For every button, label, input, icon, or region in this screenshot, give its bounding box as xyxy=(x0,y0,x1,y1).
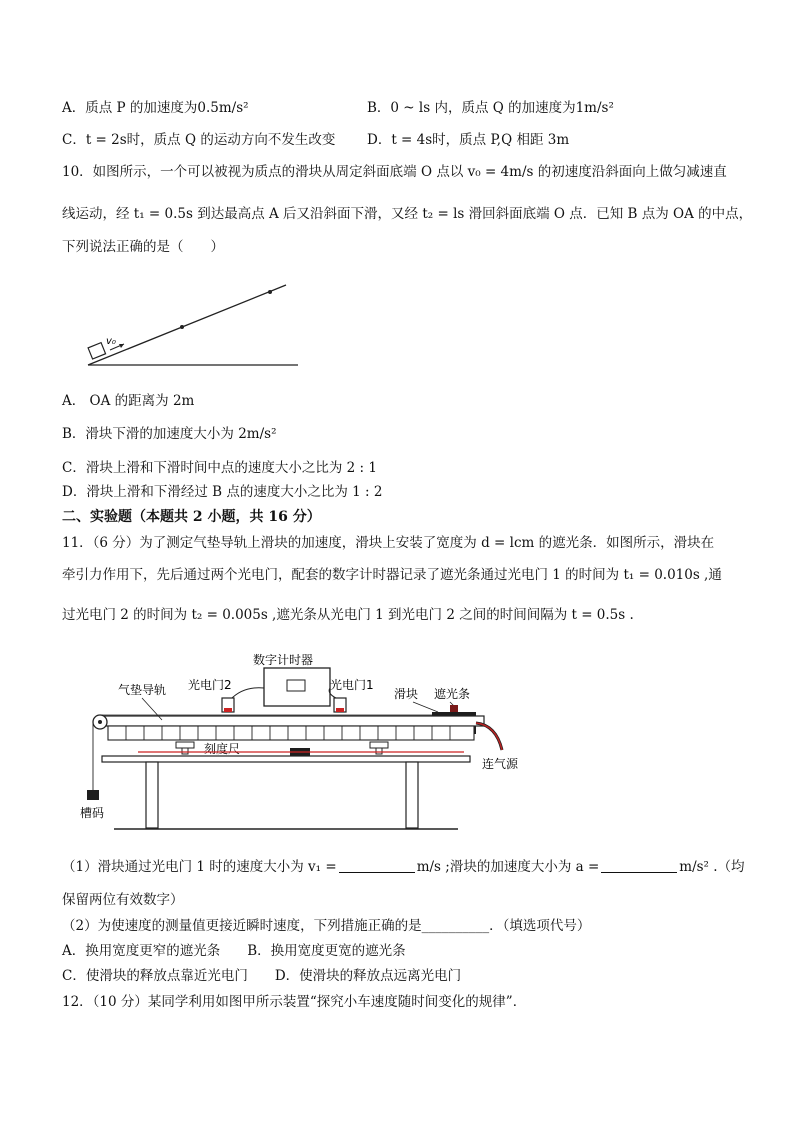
air-track-diagram xyxy=(78,650,538,835)
incline-line xyxy=(88,285,286,365)
q11-stem-line2: 牵引力作用下，先后通过两个光电门，配套的数字计时器记录了遮光条通过光电门 1 的时间为 t₁ = 0.010s ,通 xyxy=(62,567,722,583)
q10-option-d: D．滑块上滑和下滑经过 B 点的速度大小之比为 1 : 2 xyxy=(62,484,383,500)
slider-block xyxy=(88,343,105,359)
label-slider: 滑块 xyxy=(394,687,419,701)
q11-stem-line1: 11．（6 分）为了测定气垫导轨上滑块的加速度，滑块上安装了宽度为 d = lcm 的遮光条．如图所示，滑块在 xyxy=(62,535,715,551)
air-track xyxy=(104,716,484,726)
q10-stem-line2: 线运动，经 t₁ = 0.5s 到达最高点 A 后又沿斜面下滑，又经 t₂ = ls 滑回斜面底端 O 点．已知 B 点为 OA 的中点， xyxy=(62,206,753,222)
label-weight: 槽码 xyxy=(80,806,105,820)
q11-part1-text-c: m/s² .（均 xyxy=(679,859,745,875)
q11-part1-text-a: （1）滑块通过光电门 1 时的速度大小为 v₁ = xyxy=(62,859,337,875)
hanging-weight xyxy=(87,790,99,800)
q11-part1 xyxy=(62,858,745,876)
label-gate1: 光电门1 xyxy=(330,678,374,692)
incline-diagram xyxy=(78,282,308,382)
q11-options-ab: A．换用宽度更窄的遮光条 B．换用宽度更宽的遮光条 xyxy=(62,943,406,959)
label-timer: 数字计时器 xyxy=(253,653,314,667)
answer-blank-a[interactable] xyxy=(601,859,677,873)
ruler xyxy=(108,726,474,740)
q10-stem-line1: 10．如图所示，一个可以被视为质点的滑块从周定斜面底端 O 点以 v₀ = 4m/s 的初速度沿斜面向上做匀减速直 xyxy=(62,164,727,180)
table-top xyxy=(102,756,470,762)
label-air-source: 连气源 xyxy=(482,757,519,771)
label-ruler: 刻度尺 xyxy=(204,742,241,756)
q10-option-c: C．滑块上滑和下滑时间中点的速度大小之比为 2 : 1 xyxy=(62,460,377,476)
q12-stem: 12．（10 分）某同学利用如图甲所示装置“探究小车速度随时间变化的规律”． xyxy=(62,994,527,1010)
q9-option-c: C．t = 2s时，质点 Q 的运动方向不发生改变 xyxy=(62,132,336,148)
label-track: 气垫导轨 xyxy=(118,683,167,697)
label-v0: v₀ xyxy=(106,336,116,347)
wire-gate2 xyxy=(230,688,264,700)
q9-option-b: B．0 ~ ls 内，质点 Q 的加速度为1m/s² xyxy=(367,100,614,116)
table-leg-left xyxy=(146,762,158,828)
point-b xyxy=(180,325,184,329)
q11-part1-note: 保留两位有效数字） xyxy=(62,892,184,908)
q11-part1-text-b: m/s ;滑块的加速度大小为 a = xyxy=(416,859,600,875)
label-gate2: 光电门2 xyxy=(188,678,232,692)
q10-option-a: A． OA 的距离为 2m xyxy=(62,393,195,409)
point-a xyxy=(268,290,272,294)
q11-options-cd: C．使滑块的释放点靠近光电门 D．使滑块的释放点远离光电门 xyxy=(62,968,462,984)
q10-stem-line3: 下列说法正确的是（ ） xyxy=(62,239,224,255)
label-strip: 遮光条 xyxy=(434,687,471,701)
q10-option-b: B．滑块下滑的加速度大小为 2m/s² xyxy=(62,426,277,442)
q9-option-d: D．t = 4s时，质点 P,Q 相距 3m xyxy=(367,132,570,148)
timer-display xyxy=(287,680,305,691)
q11-stem-line3: 过光电门 2 的时间为 t₂ = 0.005s ,遮光条从光电门 1 到光电门 2 之间的时间间隔为 t = 0.5s . xyxy=(62,607,634,623)
answer-blank-v1[interactable] xyxy=(339,859,415,873)
q9-option-a: A．质点 P 的加速度为0.5m/s² xyxy=(62,100,249,116)
section-heading: 二、实验题（本题共 2 小题，共 16 分） xyxy=(62,509,321,525)
q11-part2: （2）为使速度的测量值更接近瞬时速度，下列措施正确的是__________．（填选项代号） xyxy=(62,918,591,934)
table-leg-right xyxy=(406,762,418,828)
